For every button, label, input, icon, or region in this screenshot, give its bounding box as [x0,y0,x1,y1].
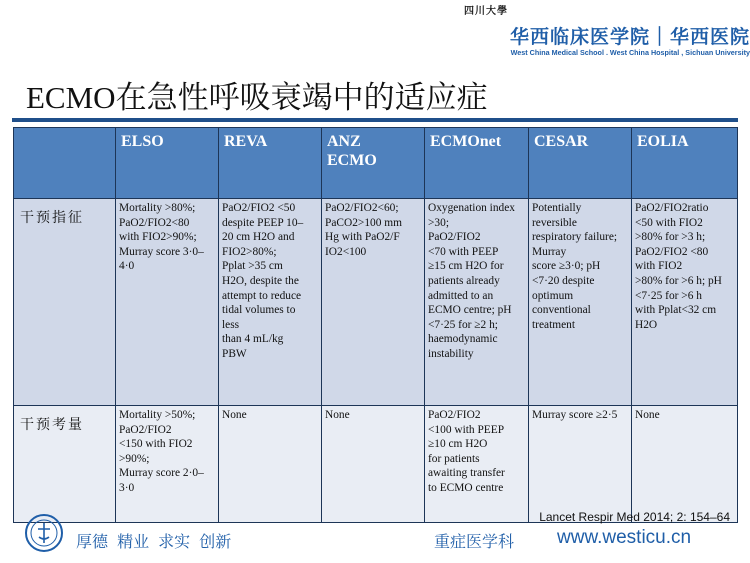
table-cell: None [632,406,738,523]
footer-website-link[interactable]: www.westicu.cn [557,527,692,548]
column-header-elso: ELSO [116,128,219,199]
hospital-logo-subtitle: West China Medical School . West China Hospital , Sichuan University [510,48,750,57]
column-header-eolia: EOLIA [632,128,738,199]
table-cell: Mortality >50%; PaO2/FIO2 <150 with FIO2 >90%; Murray score 2·0– 3·0 [116,406,219,523]
slide-title: ECMO在急性呼吸衰竭中的适应症 [26,80,488,115]
column-header-corner [14,128,116,199]
title-divider [12,118,738,122]
citation: Lancet Respir Med 2014; 2: 154–64 [539,510,730,524]
table-row [14,406,738,523]
column-header-ecmonet: ECMOnet [425,128,529,199]
table-cell: PaO2/FIO2 <100 with PEEP ≥10 cm H2O for patients awaiting transfer to ECMO centre [425,406,529,523]
table-cell: Mortality >80%; PaO2/FIO2<80 with FIO2>90%; Murray score 3·0– 4·0 [116,199,219,406]
table-cell: Murray score ≥2·5 [529,406,632,523]
column-header-anz-ecmo: ANZ ECMO [322,128,425,199]
column-header-cesar: CESAR [529,128,632,199]
table-header-row [14,128,738,199]
column-header-reva: REVA [219,128,322,199]
university-name: 四川大學 [464,6,508,17]
table-cell: Potentially reversible respiratory failure; Murray score ≥3·0; pH <7·20 despite optimum conventional treatment [529,199,632,406]
table-cell: PaO2/FIO2 <50 despite PEEP 10– 20 cm H2O and FIO2>80%; Pplat >35 cm H2O, despite the attempt to reduce tidal volumes to less than 4 mL/kg PBW [219,199,322,406]
row-header-indication: 干预指征 [14,199,116,406]
footer-motto: 厚德 精业 求实 创新 [76,532,232,551]
table-row [14,199,738,406]
table-cell: PaO2/FIO2ratio <50 with FIO2 >80% for >3 h; PaO2/FIO2 <80 with FIO2 >80% for >6 h; pH <7·25 for >6 h with Pplat<32 cm H2O [632,199,738,406]
indications-table [13,127,738,523]
row-header-consideration: 干预考量 [14,406,116,523]
footer-department: 重症医学科 [434,532,515,551]
university-seal-icon [24,513,64,553]
hospital-logo-text: 华西临床医学院｜华西医院 [509,26,750,48]
table-cell: PaO2/FIO2<60; PaCO2>100 mm Hg with PaO2/F IO2<100 [322,199,425,406]
table-cell: None [219,406,322,523]
table-cell: None [322,406,425,523]
table-cell: Oxygenation index >30; PaO2/FIO2 <70 with PEEP ≥15 cm H2O for patients already admitted to an ECMO centre; pH <7·25 for ≥2 h; haemodynamic instability [425,199,529,406]
